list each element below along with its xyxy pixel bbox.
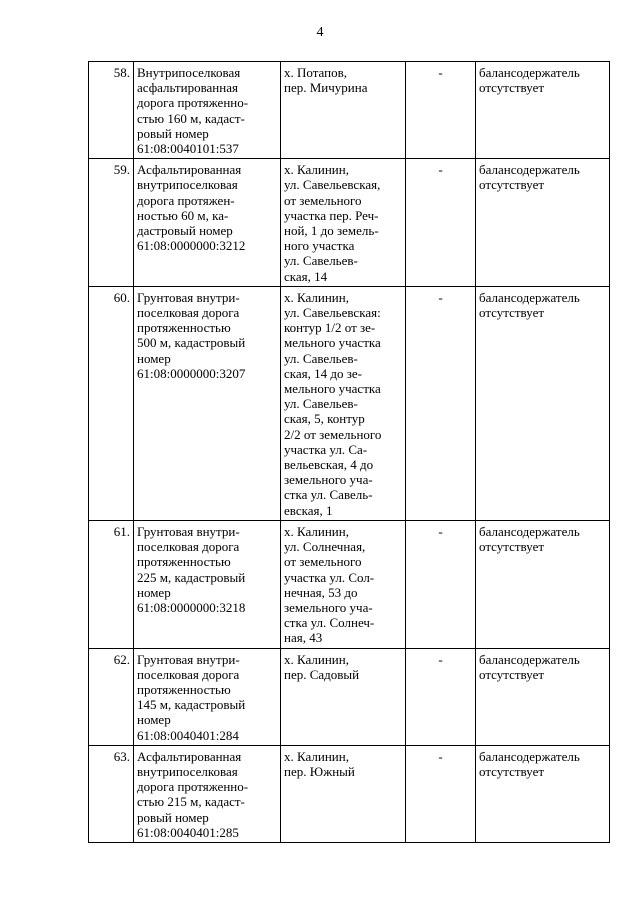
row-number: 60. (89, 286, 134, 520)
balance-holder: балансодержатель отсутствует (476, 62, 610, 159)
page-number: 4 (316, 25, 324, 40)
empty-cell-dash: - (406, 648, 476, 745)
balance-holder: балансодержатель отсутствует (476, 520, 610, 648)
empty-cell-dash: - (406, 62, 476, 159)
road-description: Асфальтированная внутрипоселковая дорога протяженно- стью 215 м, кадаст- ровый номер 61:08:0040401:285 (134, 745, 281, 842)
row-number: 58. (89, 62, 134, 159)
table-row (89, 159, 610, 287)
road-description: Грунтовая внутри- поселковая дорога протяженностью 225 м, кадастровый номер 61:08:0000000:3218 (134, 520, 281, 648)
table-row (89, 286, 610, 520)
table-row (89, 648, 610, 745)
empty-cell-dash: - (406, 159, 476, 287)
empty-cell-dash: - (406, 745, 476, 842)
table-row (89, 62, 610, 159)
road-description: Грунтовая внутри- поселковая дорога протяженностью 145 м, кадастровый номер 61:08:0040401:284 (134, 648, 281, 745)
road-address: х. Потапов, пер. Мичурина (281, 62, 406, 159)
row-number: 59. (89, 159, 134, 287)
balance-holder: балансодержатель отсутствует (476, 286, 610, 520)
row-number: 63. (89, 745, 134, 842)
balance-holder: балансодержатель отсутствует (476, 745, 610, 842)
empty-cell-dash: - (406, 286, 476, 520)
balance-holder: балансодержатель отсутствует (476, 648, 610, 745)
road-description: Асфальтированная внутрипоселковая дорога протяжен- ностью 60 м, ка- дастровый номер 61:08:0000000:3212 (134, 159, 281, 287)
row-number: 61. (89, 520, 134, 648)
row-number: 62. (89, 648, 134, 745)
road-description: Внутрипоселковая асфальтированная дорога протяженно- стью 160 м, кадаст- ровый номер 61:08:0040101:537 (134, 62, 281, 159)
empty-cell-dash: - (406, 520, 476, 648)
road-address: х. Калинин, ул. Савельевская, от земельного участка пер. Реч- ной, 1 до земель- ного участка ул. Савельев- ская, 14 (281, 159, 406, 287)
table-row (89, 745, 610, 842)
road-address: х. Калинин, пер. Садовый (281, 648, 406, 745)
road-address: х. Калинин, ул. Солнечная, от земельного участка ул. Сол- нечная, 53 до земельного уча- стка ул. Солнеч- ная, 43 (281, 520, 406, 648)
balance-holder: балансодержатель отсутствует (476, 159, 610, 287)
road-description: Грунтовая внутри- поселковая дорога протяженностью 500 м, кадастровый номер 61:08:0000000:3207 (134, 286, 281, 520)
table-row (89, 520, 610, 648)
road-address: х. Калинин, ул. Савельевская: контур 1/2 от зе- мельного участка ул. Савельев- ская, 14 до зе- мельного участка ул. Савельев- ская, 5, контур 2/2 от земельного участка ул. Са- вельевская, 4 до земельного уча- стка ул. Савель- евская, 1 (281, 286, 406, 520)
roads-registry-table (88, 61, 610, 843)
road-address: х. Калинин, пер. Южный (281, 745, 406, 842)
